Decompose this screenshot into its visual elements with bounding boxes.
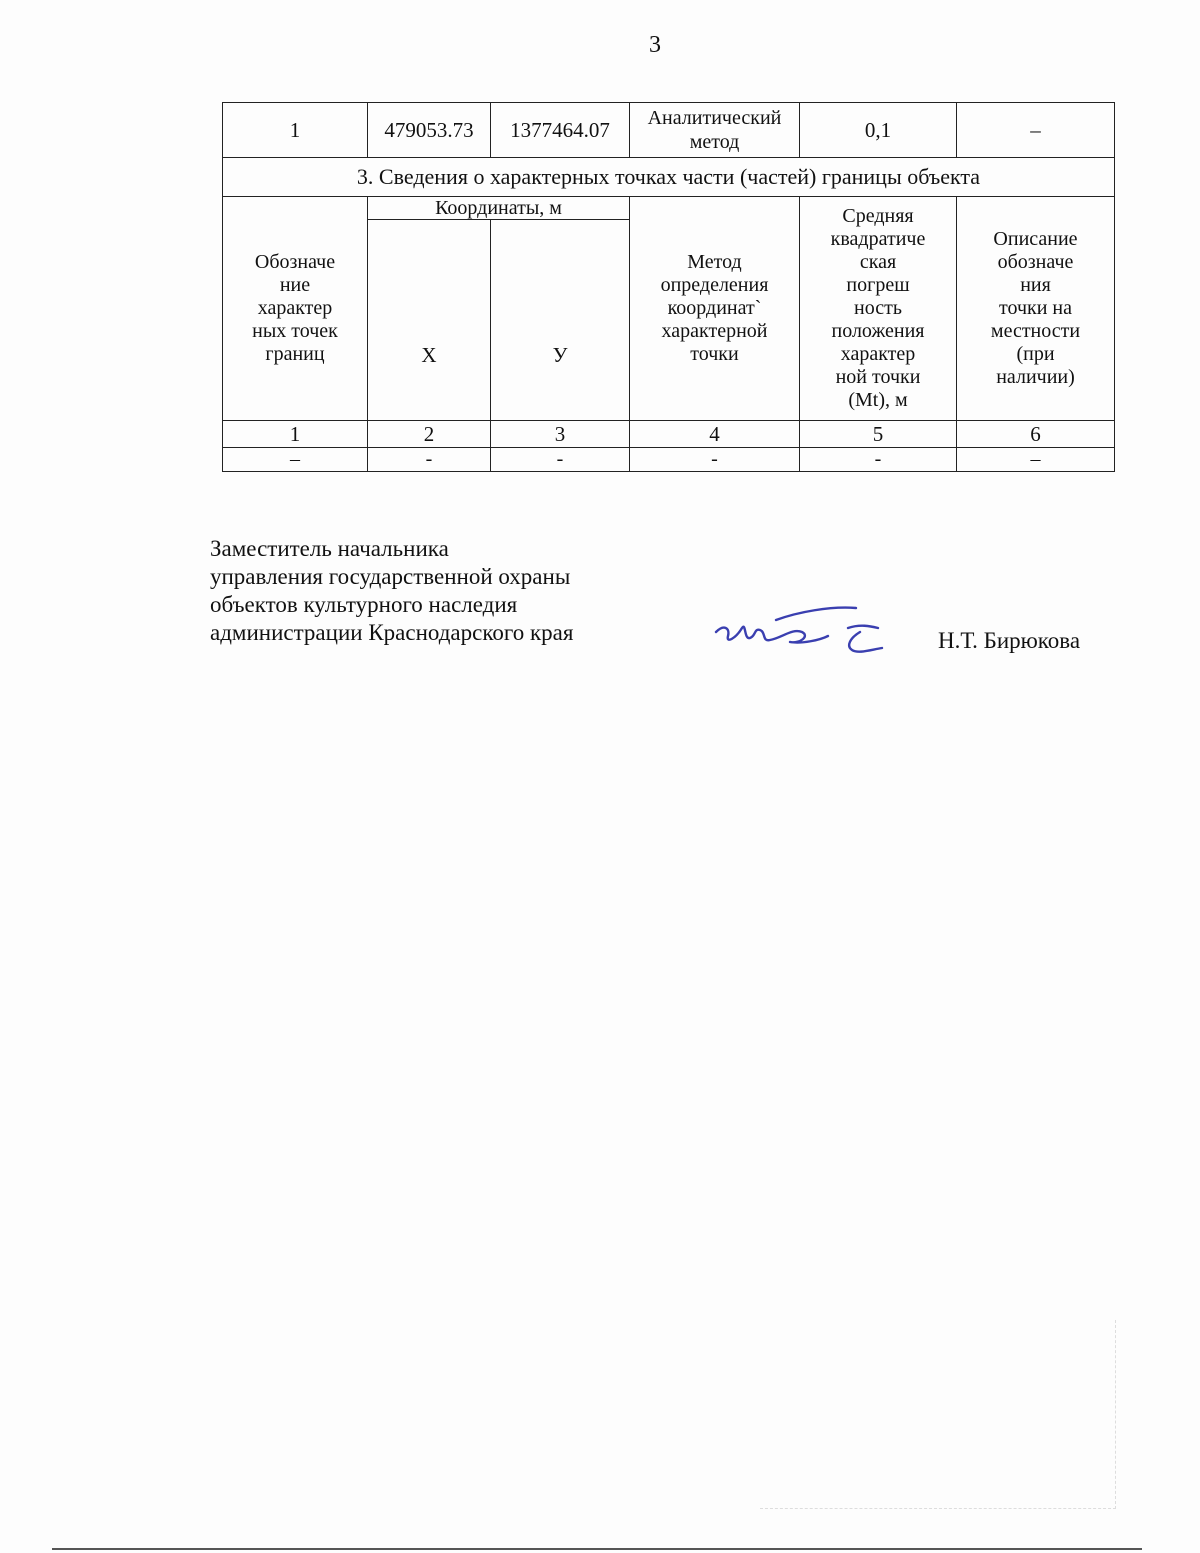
header-method: Метод определения координат` характерной точки [630, 197, 800, 421]
column-numbers-row [223, 421, 1115, 448]
column-number: 1 [223, 421, 368, 448]
boundary-points-table [222, 102, 1115, 472]
empty-data-row [223, 448, 1115, 472]
header-description: Описание обозначе ния точки на местности (при наличии) [957, 197, 1115, 421]
point-number-cell: 1 [223, 103, 368, 158]
empty-cell: - [491, 448, 630, 472]
header-designation: Обозначе ние характер ных точек границ [223, 197, 368, 421]
empty-cell: - [630, 448, 800, 472]
signer-name: Н.Т. Бирюкова [938, 628, 1081, 653]
accuracy-cell: 0,1 [800, 103, 957, 158]
handwritten-signature [710, 598, 900, 668]
column-number: 5 [800, 421, 957, 448]
position-line: Заместитель начальника [210, 536, 449, 561]
header-coordinates: Координаты, м [368, 197, 630, 220]
section-title-row [223, 158, 1115, 197]
signer-position [210, 535, 573, 647]
header-y-axis: У [491, 220, 630, 421]
position-line: объектов культурного наследия [210, 592, 518, 617]
section-title: 3. Сведения о характерных точках части (частей) границы объекта [223, 158, 1115, 197]
column-number: 6 [957, 421, 1115, 448]
column-number: 2 [368, 421, 491, 448]
description-cell: – [957, 103, 1115, 158]
empty-cell: – [957, 448, 1115, 472]
table-row [223, 103, 1115, 158]
empty-cell: - [800, 448, 957, 472]
header-accuracy: Средняя квадратиче ская погреш ность положения характер ной точки (Mt), м [800, 197, 957, 421]
column-number: 4 [630, 421, 800, 448]
page-number: 3 [649, 32, 661, 58]
method-cell: Аналитический метод [630, 103, 800, 158]
column-number: 3 [491, 421, 630, 448]
position-line: администрации Краснодарского края [210, 620, 574, 645]
empty-cell: – [223, 448, 368, 472]
position-line: управления государственной охраны [210, 564, 571, 589]
x-coordinate-cell: 479053.73 [368, 103, 491, 158]
y-coordinate-cell: 1377464.07 [491, 103, 630, 158]
faint-stamp-area [760, 1320, 1116, 1509]
page-bottom-edge [52, 1548, 1142, 1550]
header-row [223, 197, 1115, 220]
header-x-axis: Х [368, 220, 491, 421]
empty-cell: - [368, 448, 491, 472]
